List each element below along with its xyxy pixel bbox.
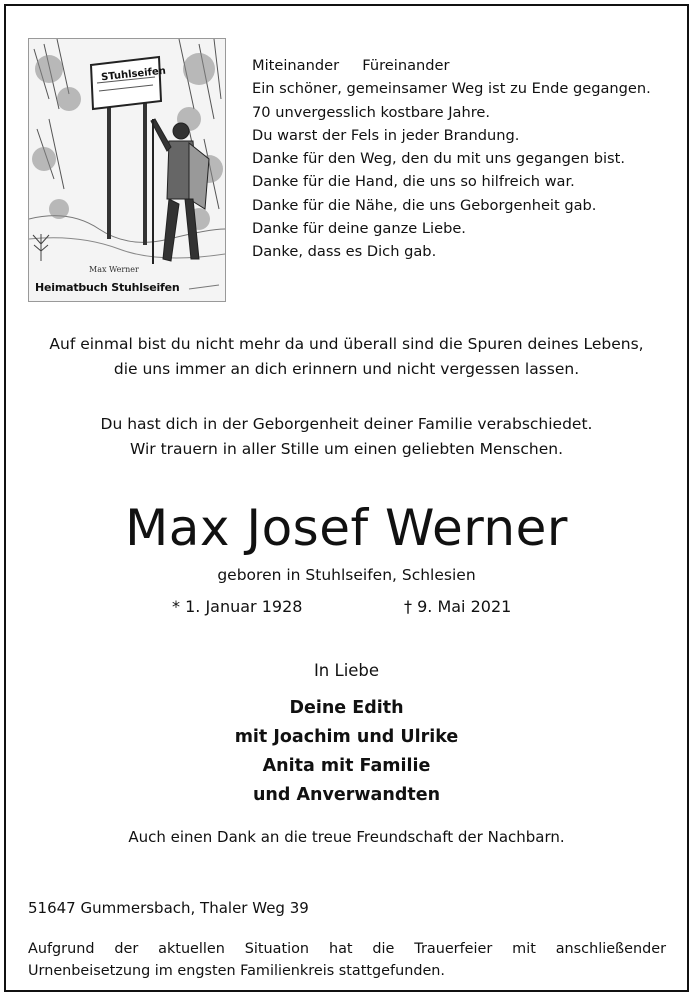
neighbors-thanks: Auch einen Dank an die treue Freundschaft der Nachbarn. bbox=[128, 828, 565, 846]
sign-text: STuhlseifen bbox=[100, 65, 167, 84]
family-line: und Anverwandten bbox=[252, 785, 441, 805]
poem-line: 70 unvergesslich kostbare Jahre. bbox=[252, 103, 491, 121]
poem bbox=[252, 54, 651, 264]
poem-line: Danke, dass es Dich gab. bbox=[252, 243, 437, 261]
obituary-frame bbox=[4, 4, 689, 992]
book-cover-illustration bbox=[28, 38, 226, 302]
birthplace: geboren in Stuhlseifen, Schlesien bbox=[217, 566, 476, 584]
paragraph-line: Wir trauern in aller Stille um einen geliebten Menschen. bbox=[129, 440, 564, 458]
death-date: † 9. Mai 2021 bbox=[404, 597, 512, 616]
funeral-note: Aufgrund der aktuellen Situation hat die Trauerfeier mit anschließender Urnenbeisetzung im engsten Familienkreis stattgefunden. bbox=[28, 941, 666, 979]
poem-line: Danke für die Hand, die uns so hilfreich war. bbox=[252, 173, 575, 191]
family-line: Anita mit Familie bbox=[262, 756, 431, 776]
address: 51647 Gummersbach, Thaler Weg 39 bbox=[28, 899, 309, 917]
poem-line: Ein schöner, gemeinsamer Weg ist zu Ende gegangen. bbox=[252, 80, 651, 98]
poem-line: Danke für deine ganze Liebe. bbox=[252, 220, 466, 238]
deceased-name: Max Josef Werner bbox=[125, 499, 568, 557]
in-love-label: In Liebe bbox=[313, 661, 380, 680]
paragraph-line: Auf einmal bist du nicht mehr da und überall sind die Spuren deines Lebens, bbox=[49, 335, 644, 353]
paragraph-line: die uns immer an dich erinnern und nicht vergessen lassen. bbox=[113, 360, 580, 378]
poem-line: Danke für die Nähe, die uns Geborgenheit gab. bbox=[252, 196, 597, 214]
poem-line: Danke für den Weg, den du mit uns gegangen bist. bbox=[252, 150, 625, 168]
poem-line: Miteinander Füreinander bbox=[252, 57, 450, 74]
family-line: mit Joachim und Ulrike bbox=[234, 727, 459, 747]
birth-date: * 1. Januar 1928 bbox=[172, 597, 303, 616]
poem-line: Du warst der Fels in jeder Brandung. bbox=[252, 126, 520, 144]
book-title: Heimatbuch Stuhlseifen bbox=[35, 281, 180, 294]
book-author: Max Werner bbox=[89, 265, 139, 274]
paragraph-traces bbox=[6, 332, 687, 382]
paragraph-line: Du hast dich in der Geborgenheit deiner Familie verabschiedet. bbox=[100, 415, 593, 433]
family-signatures bbox=[6, 694, 687, 810]
family-line: Deine Edith bbox=[289, 698, 404, 718]
paragraph-farewell bbox=[6, 412, 687, 462]
